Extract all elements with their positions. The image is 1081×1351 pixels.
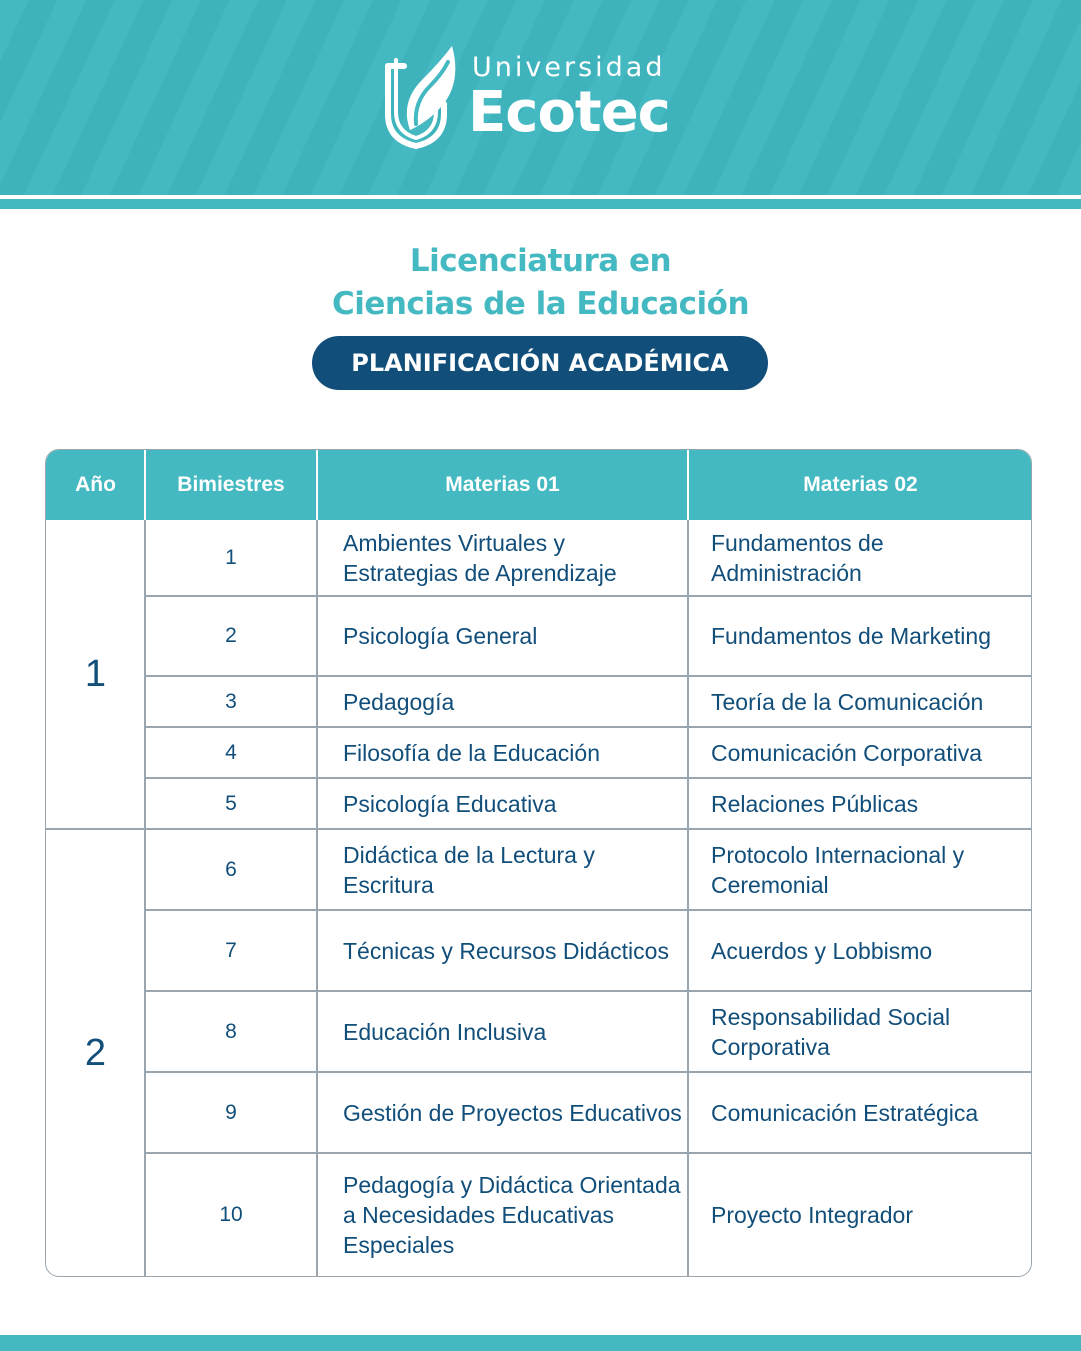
bimester-cell: 10 <box>219 1203 243 1226</box>
subject-1-cell: Técnicas y Recursos Didácticos <box>343 937 669 964</box>
subject-1-cell: Ambientes Virtuales y Estrategias de Aprendizaje <box>343 530 617 586</box>
subject-2-cell: Protocolo Internacional y Ceremonial <box>711 841 965 898</box>
subject-2-cell: Fundamentos de Administración <box>711 530 884 586</box>
subject-2-cell: Teoría de la Comunicación <box>711 688 984 715</box>
bimester-cell: 9 <box>225 1100 237 1124</box>
brand-name: Ecotec <box>468 80 670 145</box>
subject-2-cell: Comunicación Estratégica <box>711 1099 979 1126</box>
subject-2-cell: Comunicación Corporativa <box>711 739 983 766</box>
bimester-cell: 8 <box>225 1019 237 1043</box>
subject-1-cell: Psicología Educativa <box>343 790 557 817</box>
curriculum-table <box>45 449 1032 1277</box>
bimester-cell: 1 <box>225 546 237 569</box>
subject-1-cell: Pedagogía <box>343 688 455 715</box>
bimester-cell: 5 <box>225 791 237 815</box>
subject-2-cell: Acuerdos y Lobbismo <box>711 937 933 964</box>
column-divider <box>687 520 689 1277</box>
subject-1-cell: Filosofía de la Educación <box>343 739 600 766</box>
header-bimester: Bimiestres <box>177 473 285 496</box>
year-cell: 2 <box>84 1031 107 1074</box>
subject-2-cell: Proyecto Integrador <box>711 1202 914 1228</box>
subject-1-cell: Gestión de Proyectos Educativos <box>343 1099 682 1126</box>
header-stripe <box>0 199 1081 209</box>
header-year: Año <box>75 473 116 496</box>
header-divider <box>316 450 318 520</box>
header-divider <box>687 450 689 520</box>
header-subjects-2: Materias 02 <box>803 473 918 496</box>
bimester-cell: 7 <box>225 938 237 962</box>
footer-bar <box>0 1335 1081 1351</box>
bimester-cell: 6 <box>225 857 237 881</box>
bimester-cell: 2 <box>225 624 237 647</box>
subject-1-cell: Pedagogía y Didáctica Orientada a Necesidades Educativas Especiales <box>343 1172 681 1258</box>
year-cell: 1 <box>84 653 107 695</box>
ecotec-flame-shield-icon <box>382 42 466 150</box>
header-banner <box>0 0 1081 195</box>
header-subjects-1: Materias 01 <box>445 473 560 496</box>
brand-logo <box>382 42 702 154</box>
header-divider <box>144 450 146 520</box>
table-header <box>46 450 1032 520</box>
page-title-line2: Ciencias de la Educación <box>331 286 750 322</box>
subject-2-cell: Fundamentos de Marketing <box>711 623 991 649</box>
brand-university: Universidad <box>472 52 666 83</box>
bimester-cell: 3 <box>225 689 237 713</box>
subject-1-cell: Educación Inclusiva <box>343 1018 547 1045</box>
subject-2-cell: Relaciones Públicas <box>711 790 919 817</box>
subject-1-cell: Didáctica de la Lectura y Escritura <box>343 841 595 898</box>
subject-1-cell: Psicología General <box>343 623 538 649</box>
bimester-cell: 4 <box>225 740 237 764</box>
subject-2-cell: Responsabilidad Social Corporativa <box>711 1003 951 1060</box>
planning-badge: PLANIFICACIÓN ACADÉMICA <box>312 336 768 390</box>
page-title-line1: Licenciatura en <box>409 243 672 279</box>
